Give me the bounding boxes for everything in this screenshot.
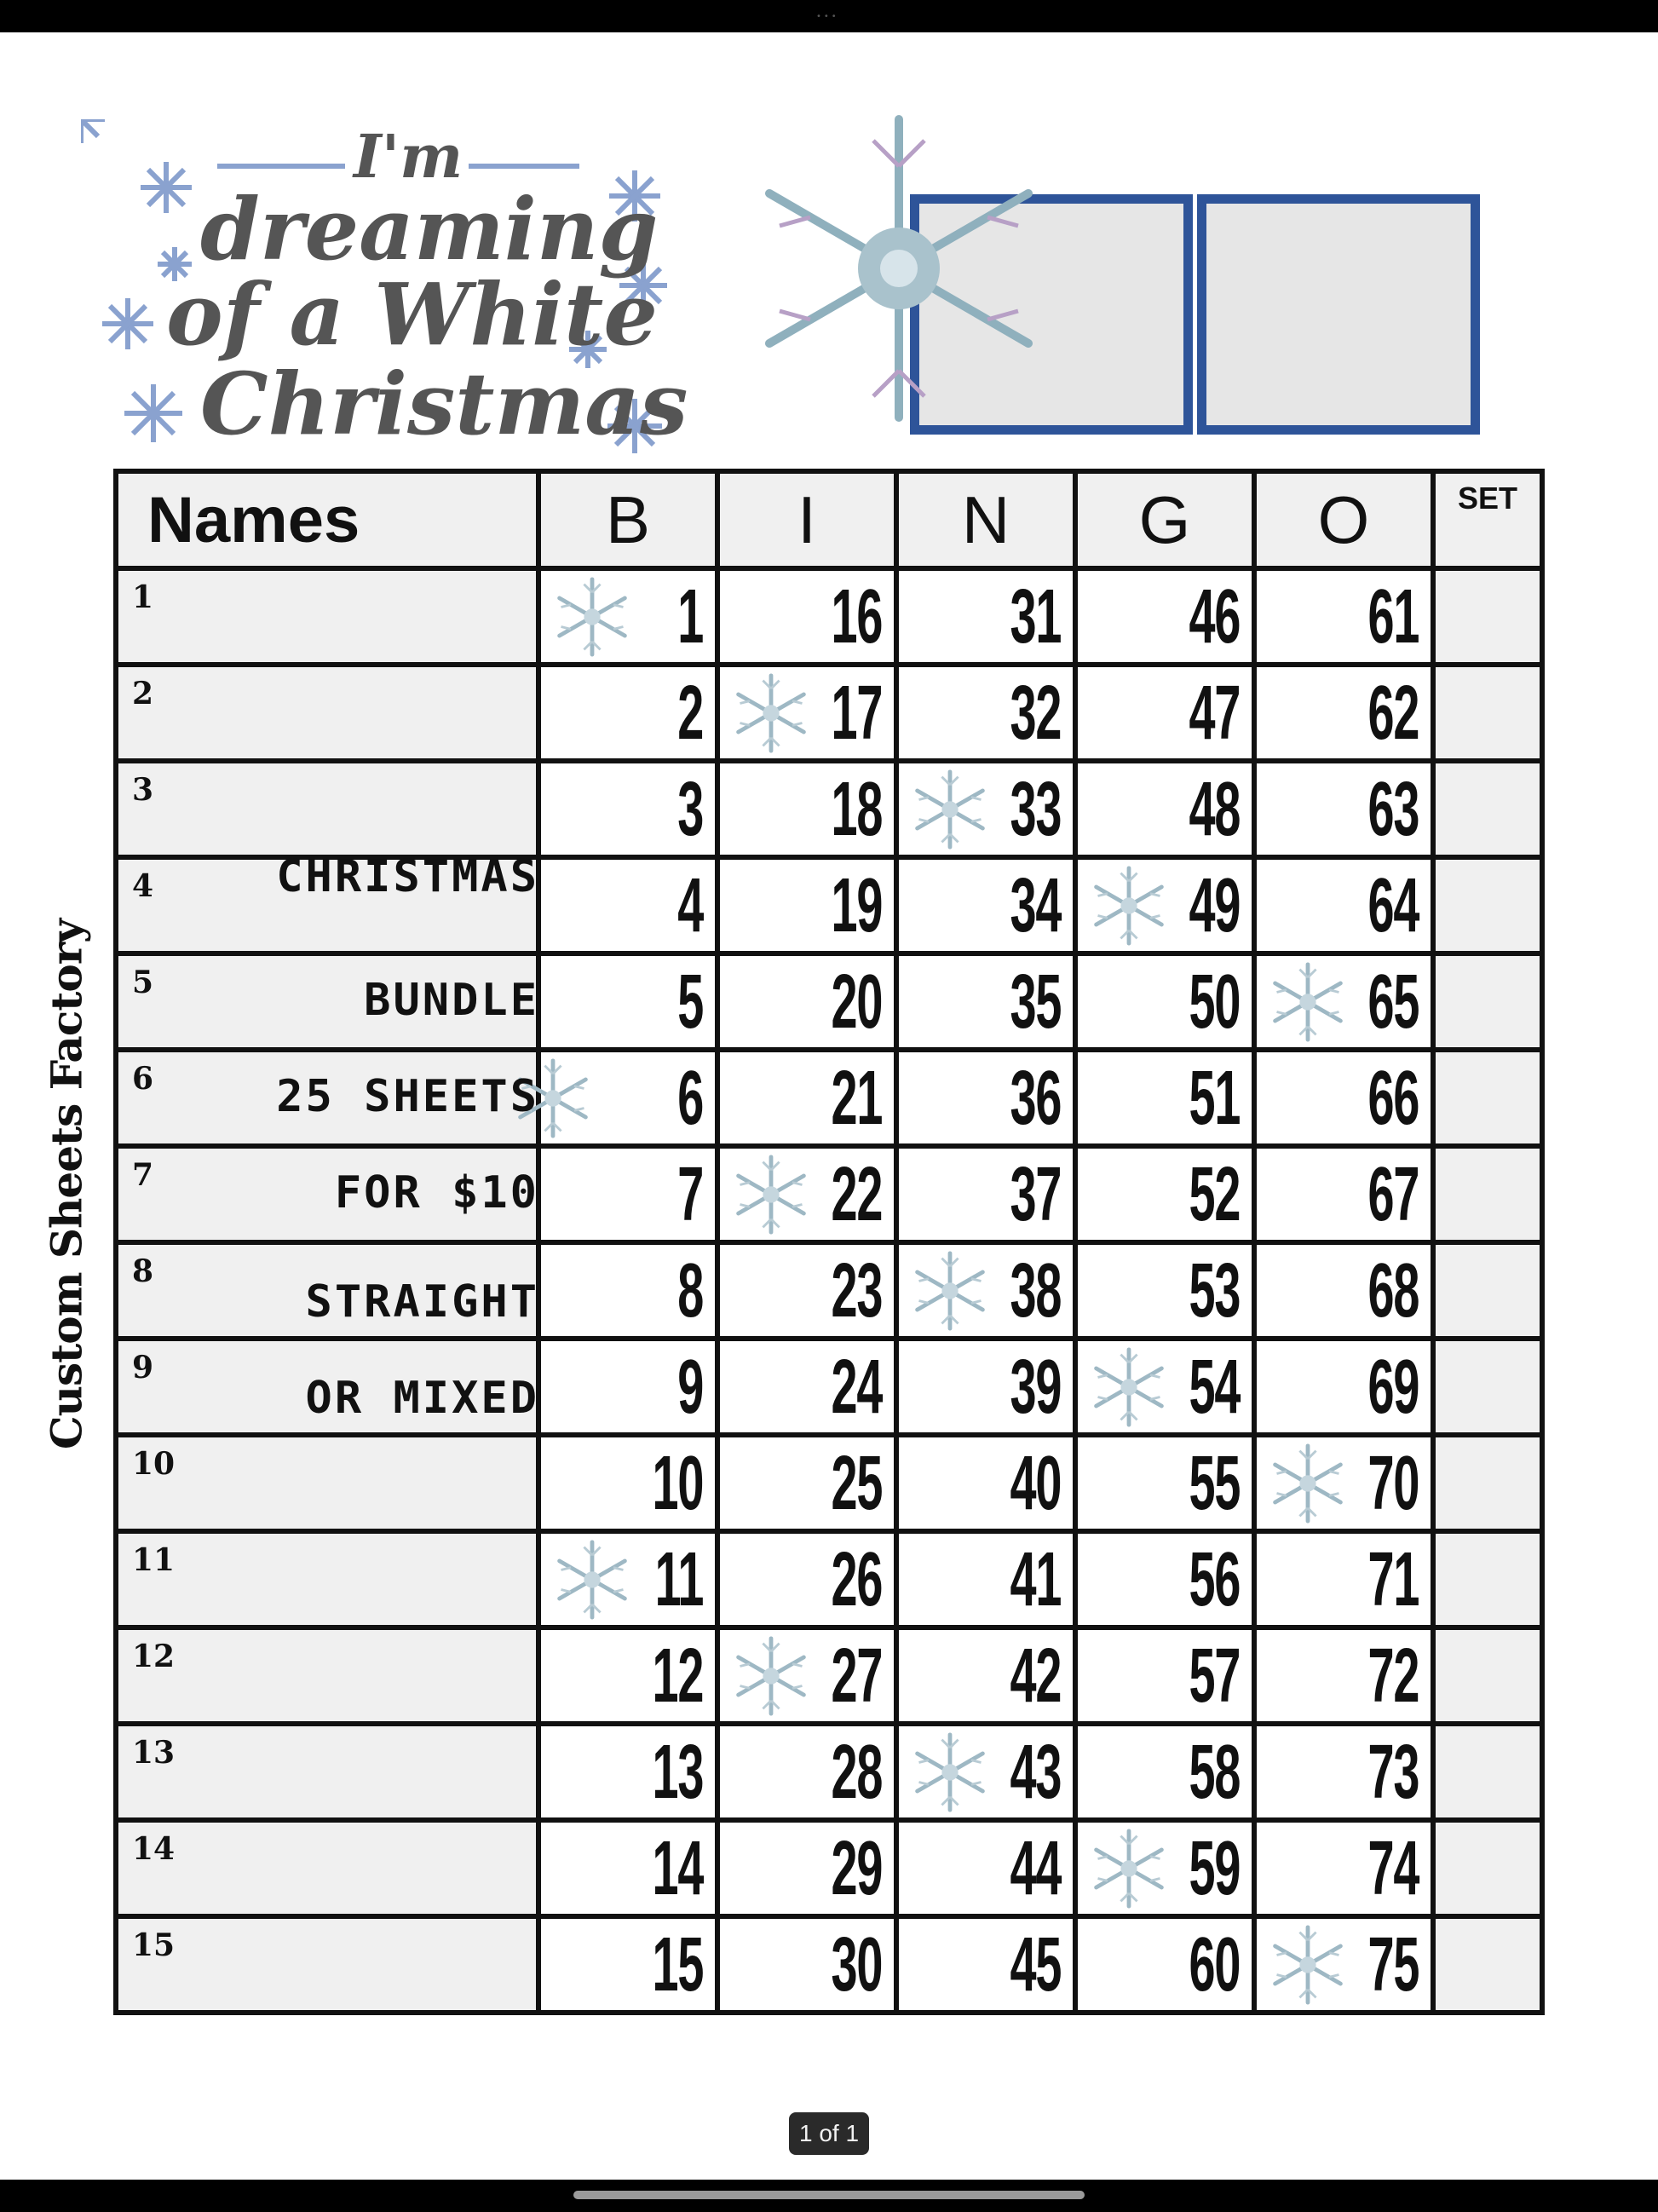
number-cell-nn[interactable] xyxy=(899,1341,1073,1432)
number-cell-i[interactable] xyxy=(720,1726,894,1817)
bingo-number: 75 xyxy=(1367,1921,1419,2008)
promo-text: STRAIGHT xyxy=(305,1276,539,1328)
number-cell-o[interactable] xyxy=(1257,1630,1431,1721)
bingo-number: 68 xyxy=(1367,1247,1419,1334)
number-cell-o[interactable] xyxy=(1257,1245,1431,1336)
bingo-number: 16 xyxy=(831,573,882,660)
side-label: Custom Sheets Factory xyxy=(41,919,92,1450)
snowflake-icon xyxy=(909,1250,991,1332)
name-cell[interactable] xyxy=(118,1630,536,1721)
number-cell-b[interactable] xyxy=(541,1437,715,1529)
number-cell-b[interactable] xyxy=(541,1630,715,1721)
number-cell-nn[interactable] xyxy=(899,1630,1073,1721)
number-cell-nn[interactable] xyxy=(899,860,1073,951)
number-cell-b[interactable] xyxy=(541,1919,715,2010)
bingo-number: 23 xyxy=(831,1247,882,1334)
bingo-number: 11 xyxy=(654,1536,703,1622)
drag-handle-icon[interactable]: ••• xyxy=(816,12,839,21)
name-cell[interactable] xyxy=(118,1437,536,1529)
name-cell[interactable] xyxy=(118,1919,536,2010)
name-cell[interactable] xyxy=(118,667,536,758)
bingo-number: 3 xyxy=(677,766,703,852)
snowflake-icon xyxy=(1267,1443,1349,1524)
number-cell-o[interactable] xyxy=(1257,1726,1431,1817)
snowflake-icon xyxy=(758,111,1039,426)
number-cell-g[interactable] xyxy=(1078,1149,1252,1240)
row-number: 2 xyxy=(132,676,154,711)
number-cell-i[interactable] xyxy=(720,1149,894,1240)
bingo-number: 46 xyxy=(1189,573,1240,660)
number-cell-nn[interactable] xyxy=(899,1437,1073,1529)
number-cell-o[interactable] xyxy=(1257,1341,1431,1432)
number-cell-i[interactable] xyxy=(720,667,894,758)
bingo-number: 12 xyxy=(652,1633,703,1719)
row-number: 9 xyxy=(132,1350,154,1385)
promo-text: FOR $10 xyxy=(334,1167,539,1218)
snowflake-icon xyxy=(909,769,991,850)
bingo-number: 43 xyxy=(1010,1729,1061,1815)
set-cell[interactable] xyxy=(1436,1437,1540,1529)
number-cell-i[interactable] xyxy=(720,1052,894,1143)
bingo-number: 42 xyxy=(1010,1633,1061,1719)
bingo-number: 47 xyxy=(1189,670,1240,756)
number-cell-g[interactable] xyxy=(1078,763,1252,855)
number-cell-b[interactable] xyxy=(541,1534,715,1625)
snowflake-icon xyxy=(1088,1828,1170,1910)
logo-line-4: Christmas xyxy=(200,354,688,454)
bingo-number: 44 xyxy=(1010,1825,1061,1911)
bingo-number: 7 xyxy=(677,1151,703,1237)
bingo-number: 20 xyxy=(831,959,882,1045)
promo-text: OR MIXED xyxy=(305,1373,539,1424)
snowflake-icon xyxy=(1267,961,1349,1043)
bingo-number: 18 xyxy=(831,766,882,852)
bingo-number: 26 xyxy=(831,1536,882,1622)
row-number: 6 xyxy=(132,1061,154,1097)
number-cell-o[interactable] xyxy=(1257,667,1431,758)
called-number-box-2 xyxy=(1197,194,1480,435)
snowflake-icon xyxy=(1088,865,1170,947)
row-number: 1 xyxy=(132,579,154,615)
number-cell-g[interactable] xyxy=(1078,1245,1252,1336)
number-cell-g[interactable] xyxy=(1078,1052,1252,1143)
set-cell[interactable] xyxy=(1436,1245,1540,1336)
number-cell-i[interactable] xyxy=(720,1245,894,1336)
bingo-number: 58 xyxy=(1189,1729,1240,1815)
bingo-number: 54 xyxy=(1189,1344,1240,1430)
number-cell-g[interactable] xyxy=(1078,1823,1252,1914)
number-cell-i[interactable] xyxy=(720,956,894,1047)
bingo-number: 28 xyxy=(831,1729,882,1815)
name-cell[interactable] xyxy=(118,571,536,662)
home-bar xyxy=(0,2180,1658,2212)
bingo-number: 2 xyxy=(677,670,703,756)
number-cell-g[interactable] xyxy=(1078,1630,1252,1721)
bingo-number: 30 xyxy=(831,1921,882,2008)
bingo-number: 32 xyxy=(1010,670,1061,756)
number-cell-o[interactable] xyxy=(1257,1823,1431,1914)
number-cell-b[interactable] xyxy=(541,1341,715,1432)
set-cell[interactable] xyxy=(1436,763,1540,855)
bingo-number: 34 xyxy=(1010,862,1061,948)
row-number: 11 xyxy=(132,1542,176,1578)
number-cell-i[interactable] xyxy=(720,1341,894,1432)
set-cell[interactable] xyxy=(1436,956,1540,1047)
bingo-number: 29 xyxy=(831,1825,882,1911)
bingo-number: 39 xyxy=(1010,1344,1061,1430)
number-cell-nn[interactable] xyxy=(899,1726,1073,1817)
number-cell-b[interactable] xyxy=(541,1726,715,1817)
set-cell[interactable] xyxy=(1436,1149,1540,1240)
promo-text: BUNDLE xyxy=(364,975,539,1026)
bingo-number: 6 xyxy=(677,1055,703,1141)
logo-line-1: I'm xyxy=(354,121,463,192)
number-cell-i[interactable] xyxy=(720,1823,894,1914)
bingo-number: 70 xyxy=(1367,1440,1419,1526)
number-cell-nn[interactable] xyxy=(899,571,1073,662)
bingo-number: 19 xyxy=(831,862,882,948)
bingo-number: 10 xyxy=(652,1440,703,1526)
number-cell-g[interactable] xyxy=(1078,571,1252,662)
bingo-number: 24 xyxy=(831,1344,882,1430)
row-number: 14 xyxy=(132,1831,176,1867)
row-number: 8 xyxy=(132,1253,154,1289)
page-indicator: 1 of 1 xyxy=(789,2112,869,2155)
number-cell-b[interactable] xyxy=(541,1149,715,1240)
name-cell[interactable] xyxy=(118,956,539,1047)
number-cell-b[interactable] xyxy=(541,860,715,951)
number-cell-i[interactable] xyxy=(720,1919,894,2010)
header-n: N xyxy=(899,474,1073,566)
name-cell[interactable] xyxy=(118,851,539,951)
number-cell-g[interactable] xyxy=(1078,956,1252,1047)
number-cell-i[interactable] xyxy=(720,763,894,855)
bingo-number: 5 xyxy=(677,959,703,1045)
bingo-number: 35 xyxy=(1010,959,1061,1045)
number-cell-o[interactable] xyxy=(1257,1534,1431,1625)
set-cell[interactable] xyxy=(1436,1052,1540,1143)
name-cell[interactable] xyxy=(118,1726,536,1817)
header-b: B xyxy=(541,474,715,566)
bingo-number: 37 xyxy=(1010,1151,1061,1237)
number-cell-nn[interactable] xyxy=(899,1534,1073,1625)
row-number: 5 xyxy=(132,965,154,1000)
header-g: G xyxy=(1078,474,1252,566)
bingo-number: 25 xyxy=(831,1440,882,1526)
bingo-number: 15 xyxy=(652,1921,703,2008)
number-cell-nn[interactable] xyxy=(899,1919,1073,2010)
header-set: SET xyxy=(1436,474,1540,566)
bingo-number: 40 xyxy=(1010,1440,1061,1526)
header-i: I xyxy=(720,474,894,566)
bingo-number: 60 xyxy=(1189,1921,1240,2008)
number-cell-g[interactable] xyxy=(1078,1726,1252,1817)
number-cell-nn[interactable] xyxy=(899,1149,1073,1240)
snowflake-icon xyxy=(730,1154,812,1236)
name-cell[interactable] xyxy=(118,1052,539,1143)
number-cell-g[interactable] xyxy=(1078,1437,1252,1529)
status-bar xyxy=(0,0,1658,32)
number-cell-o[interactable] xyxy=(1257,1437,1431,1529)
bingo-number: 45 xyxy=(1010,1921,1061,2008)
bingo-number: 59 xyxy=(1189,1825,1240,1911)
name-cell[interactable] xyxy=(118,1245,539,1336)
bingo-number: 53 xyxy=(1189,1247,1240,1334)
name-cell[interactable] xyxy=(118,1149,539,1240)
bingo-number: 41 xyxy=(1010,1536,1061,1622)
name-cell[interactable] xyxy=(118,1823,536,1914)
bingo-number: 66 xyxy=(1367,1055,1419,1141)
bingo-number: 62 xyxy=(1367,670,1419,756)
snowflake-icon xyxy=(909,1731,991,1813)
bingo-number: 74 xyxy=(1367,1825,1419,1911)
bingo-number: 1 xyxy=(677,573,703,660)
set-cell[interactable] xyxy=(1436,1726,1540,1817)
number-cell-nn[interactable] xyxy=(899,1245,1073,1336)
row-number: 10 xyxy=(132,1446,176,1482)
name-cell[interactable] xyxy=(118,763,536,855)
number-cell-g[interactable] xyxy=(1078,667,1252,758)
number-cell-i[interactable] xyxy=(720,1630,894,1721)
number-cell-g[interactable] xyxy=(1078,1341,1252,1432)
promo-text: CHRISTMAS xyxy=(276,851,539,902)
logo xyxy=(81,119,694,469)
header-names: Names xyxy=(118,474,536,566)
name-cell[interactable] xyxy=(118,1534,536,1625)
number-cell-o[interactable] xyxy=(1257,763,1431,855)
home-indicator[interactable] xyxy=(573,2191,1085,2199)
bingo-number: 71 xyxy=(1367,1536,1419,1622)
number-cell-i[interactable] xyxy=(720,1437,894,1529)
number-cell-b[interactable] xyxy=(541,1052,715,1143)
promo-text: 25 SHEETS xyxy=(276,1071,539,1122)
number-cell-o[interactable] xyxy=(1257,1149,1431,1240)
bingo-number: 33 xyxy=(1010,766,1061,852)
number-cell-i[interactable] xyxy=(720,860,894,951)
bingo-number: 36 xyxy=(1010,1055,1061,1141)
bingo-number: 65 xyxy=(1367,959,1419,1045)
set-cell[interactable] xyxy=(1436,1341,1540,1432)
name-cell[interactable] xyxy=(118,1341,539,1432)
bingo-number: 27 xyxy=(831,1633,882,1719)
number-cell-nn[interactable] xyxy=(899,1823,1073,1914)
row-number: 7 xyxy=(132,1157,154,1193)
number-cell-b[interactable] xyxy=(541,667,715,758)
set-cell[interactable] xyxy=(1436,667,1540,758)
bingo-number: 14 xyxy=(652,1825,703,1911)
bingo-number: 52 xyxy=(1189,1151,1240,1237)
number-cell-nn[interactable] xyxy=(899,763,1073,855)
set-cell[interactable] xyxy=(1436,1823,1540,1914)
bingo-number: 50 xyxy=(1189,959,1240,1045)
number-cell-nn[interactable] xyxy=(899,956,1073,1047)
row-number: 3 xyxy=(132,772,154,808)
number-cell-b[interactable] xyxy=(541,571,715,662)
set-cell[interactable] xyxy=(1436,1630,1540,1721)
number-cell-b[interactable] xyxy=(541,1245,715,1336)
bingo-number: 13 xyxy=(652,1729,703,1815)
bingo-number: 22 xyxy=(831,1151,882,1237)
snowflake-icon xyxy=(551,1539,633,1621)
number-cell-o[interactable] xyxy=(1257,1919,1431,2010)
bingo-number: 56 xyxy=(1189,1536,1240,1622)
logo-line-3: of a White xyxy=(166,264,658,365)
bingo-number: 69 xyxy=(1367,1344,1419,1430)
snowflake-icon xyxy=(730,1635,812,1717)
number-cell-nn[interactable] xyxy=(899,667,1073,758)
snowflake-icon xyxy=(1267,1924,1349,2006)
number-cell-b[interactable] xyxy=(541,956,715,1047)
bingo-number: 61 xyxy=(1367,573,1419,660)
snowflake-icon xyxy=(730,672,812,754)
snowflake-icon xyxy=(1088,1346,1170,1428)
bingo-number: 21 xyxy=(831,1055,882,1141)
bingo-number: 49 xyxy=(1189,862,1240,948)
set-cell[interactable] xyxy=(1436,571,1540,662)
number-cell-o[interactable] xyxy=(1257,1052,1431,1143)
set-cell[interactable] xyxy=(1436,1534,1540,1625)
header-o: O xyxy=(1257,474,1431,566)
set-cell[interactable] xyxy=(1436,1919,1540,2010)
bingo-number: 48 xyxy=(1189,766,1240,852)
number-cell-g[interactable] xyxy=(1078,1919,1252,2010)
bingo-number: 73 xyxy=(1367,1729,1419,1815)
number-cell-i[interactable] xyxy=(720,1534,894,1625)
bingo-number: 9 xyxy=(677,1344,703,1430)
bingo-number: 38 xyxy=(1010,1247,1061,1334)
number-cell-o[interactable] xyxy=(1257,571,1431,662)
number-cell-g[interactable] xyxy=(1078,1534,1252,1625)
logo-line-2: dreaming xyxy=(200,179,659,279)
bingo-number: 55 xyxy=(1189,1440,1240,1526)
number-cell-b[interactable] xyxy=(541,1823,715,1914)
bingo-number: 8 xyxy=(677,1247,703,1334)
row-number: 15 xyxy=(132,1927,176,1963)
bingo-number: 67 xyxy=(1367,1151,1419,1237)
number-cell-b[interactable] xyxy=(541,763,715,855)
number-cell-g[interactable] xyxy=(1078,860,1252,951)
bingo-number: 31 xyxy=(1010,573,1061,660)
set-cell[interactable] xyxy=(1436,860,1540,951)
row-number: 13 xyxy=(132,1735,176,1771)
number-cell-o[interactable] xyxy=(1257,956,1431,1047)
bingo-number: 64 xyxy=(1367,862,1419,948)
bingo-table xyxy=(113,469,1545,2015)
snowflake-icon xyxy=(551,576,633,658)
number-cell-i[interactable] xyxy=(720,571,894,662)
row-number: 12 xyxy=(132,1639,176,1674)
bingo-number: 17 xyxy=(831,670,882,756)
number-cell-o[interactable] xyxy=(1257,860,1431,951)
bingo-number: 63 xyxy=(1367,766,1419,852)
bingo-number: 57 xyxy=(1189,1633,1240,1719)
bingo-number: 4 xyxy=(677,862,703,948)
bingo-number: 72 xyxy=(1367,1633,1419,1719)
bingo-number: 51 xyxy=(1189,1055,1240,1141)
number-cell-nn[interactable] xyxy=(899,1052,1073,1143)
row-number: 4 xyxy=(132,868,154,904)
